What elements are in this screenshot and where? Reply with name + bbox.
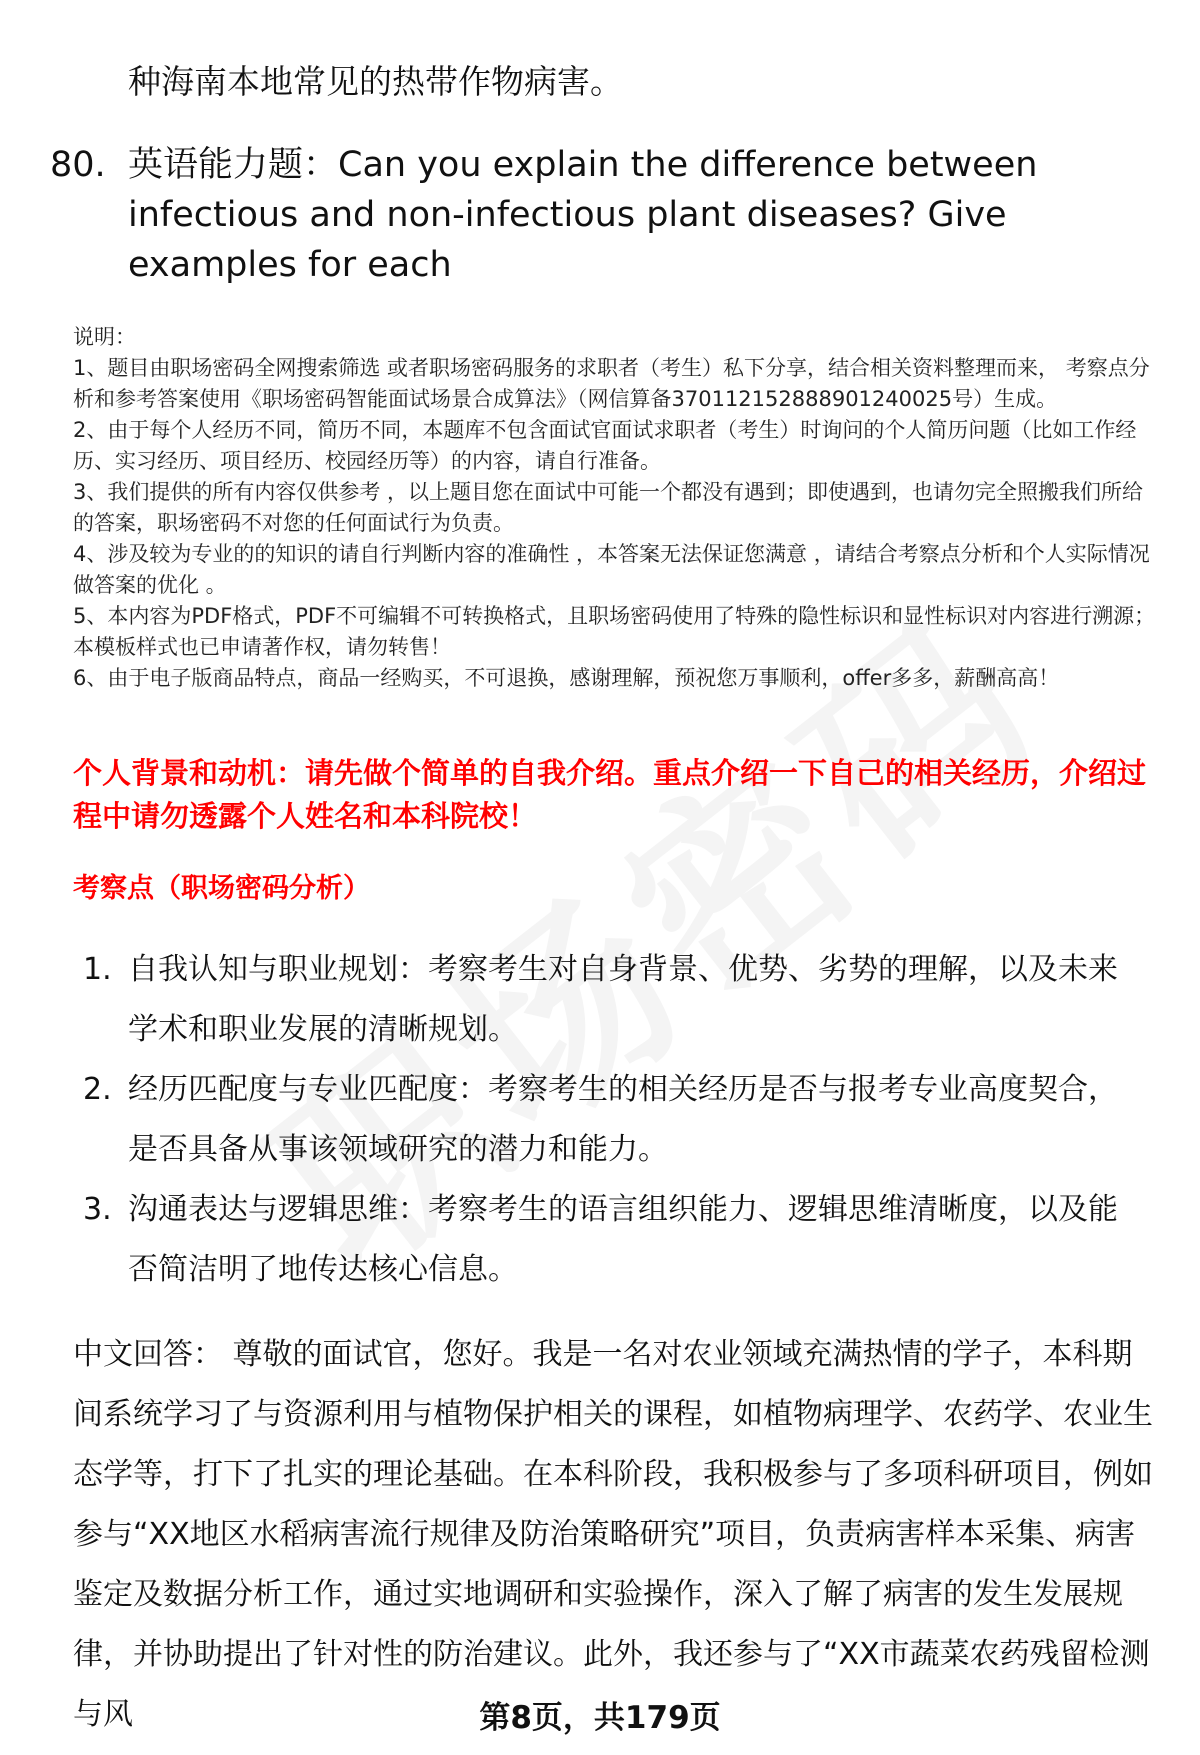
point-text: 自我认知与职业规划：考察考生对自身背景、优势、劣势的理解，以及未来学术和职业发展的清晰规划。 [128,952,1118,1047]
note-item-4: 4、涉及较为专业的的知识的请自行判断内容的准确性 ，本答案无法保证您满意 ，请结合考察点分析和个人实际情况做答案的优化 。 [73,542,1150,597]
note-item-1: 1、题目由职场密码全网搜索筛选 或者职场密码服务的求职者（考生）私下分享，结合相关资料整理而来， 考察点分析和参考答案使用《职场密码智能面试场景合成算法》（网信算备370112152888901240025号）生成。 [73,356,1150,411]
page-number-footer: 第8页，共179页 [479,1700,721,1736]
point-number: 2. [83,1072,112,1107]
point-text: 沟通表达与逻辑思维：考察考生的语言组织能力、逻辑思维清晰度，以及能否简洁明了地传达核心信息。 [128,1192,1118,1287]
assessment-point [83,1060,1153,1180]
assessment-point [83,940,1153,1060]
question-number: 80. [50,145,106,185]
assessment-points-list [83,940,1153,1300]
chinese-answer: 中文回答： 尊敬的面试官，您好。我是一名对农业领域充满热情的学子，本科期间系统学习了与资源利用与植物保护相关的课程，如植物病理学、农药学、农业生态学等，打下了扎实的理论基础。在本科阶段，我积极参与了多项科研项目，例如参与“XX地区水稻病害流行规律及防治策略研究”项目，负责病害样本采集、病害鉴定及数据分析工作，通过实地调研和实验操作，深入了解了病害的发生发展规律，并协助提出了针对性的防治建议。此外，我还参与了“XX市蔬菜农药残留检测与风 [73,1337,1153,1732]
notes-section [73,322,1163,694]
previous-question-continuation: 种海南本地常见的热带作物病害。 [128,62,623,101]
note-item-3: 3、我们提供的所有内容仅供参考 ，以上题目您在面试中可能一个都没有遇到；即使遇到，也请勿完全照搬我们所给的答案，职场密码不对您的任何面试行为负责。 [73,480,1144,535]
assessment-point [83,1180,1153,1300]
point-number: 3. [83,1192,112,1227]
note-item-2: 2、由于每个人经历不同，简历不同，本题库不包含面试官面试求职者（考生）时询问的个人简历问题（比如工作经历、实习经历、项目经历、校园经历等）的内容，请自行准备。 [73,418,1137,473]
point-number: 1. [83,952,112,987]
question-text: 英语能力题：Can you explain the difference between infectious and non-infectious plant diseases? Give examples for each [128,145,1038,285]
note-item-6: 6、由于电子版商品特点，商品一经购买，不可退换，感谢理解，预祝您万事顺利，offer多多，薪酬高高！ [73,666,1060,690]
assessment-points-title: 考察点（职场密码分析） [73,873,370,904]
personal-background-heading: 个人背景和动机：请先做个简单的自我介绍。重点介绍一下自己的相关经历，介绍过程中请勿透露个人姓名和本科院校！ [73,756,1147,833]
question-80 [50,140,1100,290]
note-item-5: 5、本内容为PDF格式，PDF不可编辑不可转换格式，且职场密码使用了特殊的隐性标识和显性标识对内容进行溯源；本模板样式也已申请著作权，请勿转售！ [73,604,1156,659]
point-text: 经历匹配度与专业匹配度：考察考生的相关经历是否与报考专业高度契合，是否具备从事该领域研究的潜力和能力。 [128,1072,1118,1167]
notes-title: 说明： [73,325,136,349]
